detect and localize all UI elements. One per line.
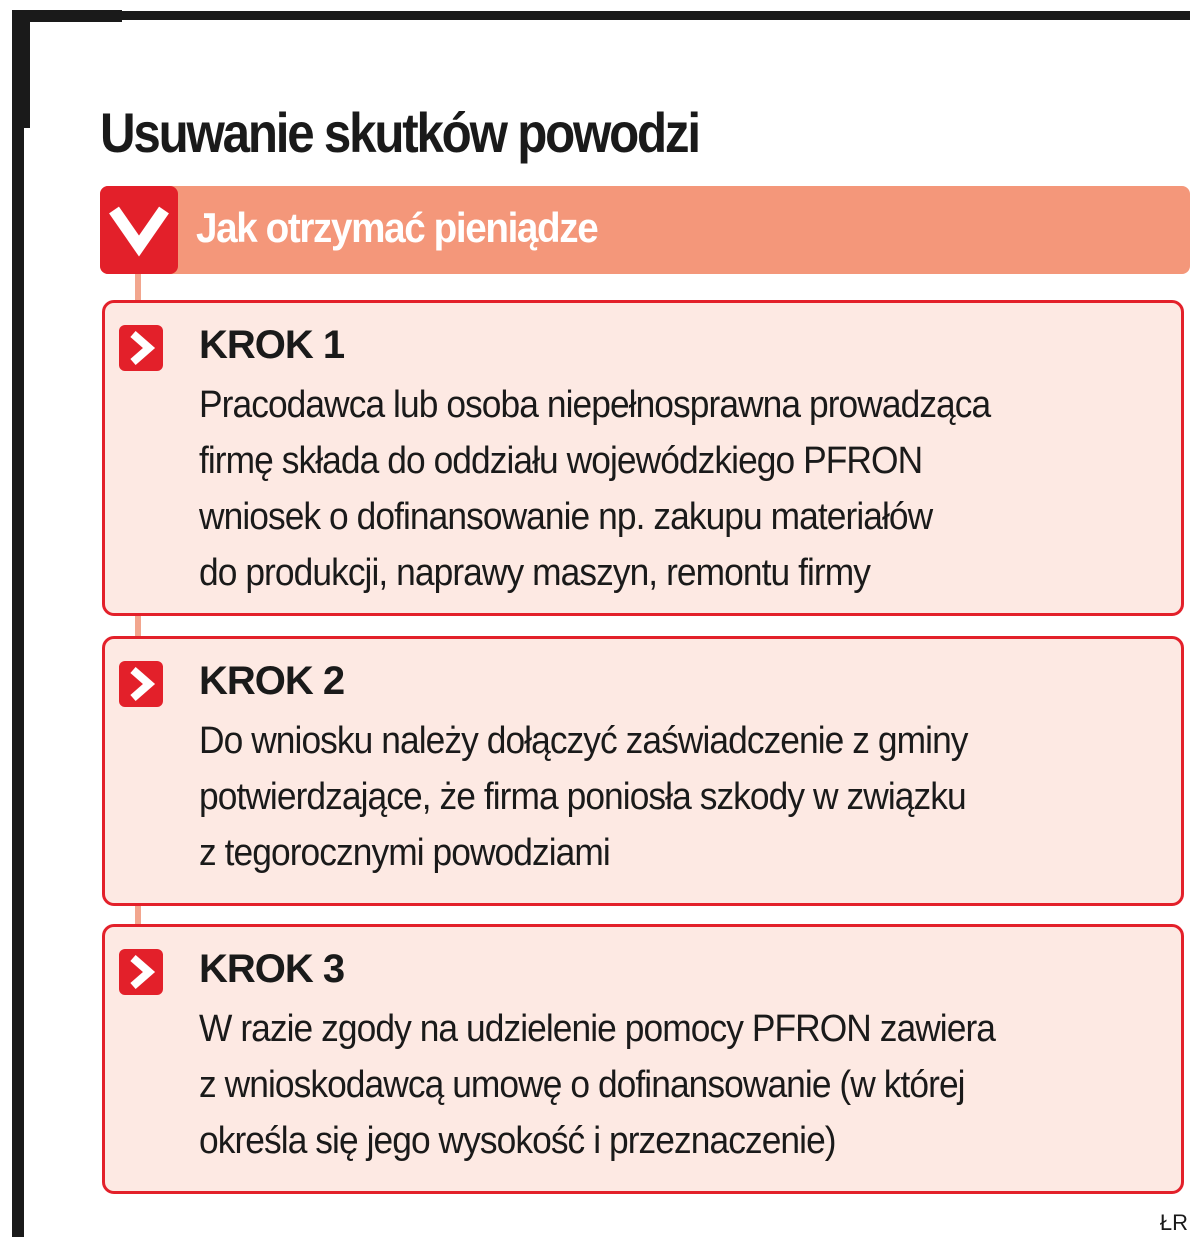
chevron-right-icon (127, 331, 157, 365)
page-title: Usuwanie skutków powodzi (100, 101, 699, 164)
chevron-right-icon (127, 955, 157, 989)
step-2-title: KROK 2 (199, 659, 345, 703)
step-card-2 (102, 636, 1184, 906)
step-3-title: KROK 3 (199, 947, 345, 991)
chevron-right-icon (127, 667, 157, 701)
step-1-icon-box (119, 325, 163, 371)
section-header-label: Jak otrzymać pieniądze (196, 204, 598, 251)
step-3-body: W razie zgody na udzielenie pomocy PFRON zawiera z wnioskodawcą umowę o dofinansowanie (w której określa się jego wysokość i przeznaczenie) (199, 1008, 996, 1162)
step-2-body: Do wniosku należy dołączyć zaświadczenie z gminy potwierdzające, że firma poniosła szkody w związku z tegorocznymi powodziami (199, 720, 968, 874)
step-2-icon-box (119, 661, 163, 707)
section-header-icon-box (100, 186, 178, 274)
step-card-3 (102, 924, 1184, 1194)
frame-left-line (12, 10, 24, 1237)
frame-top-line (12, 11, 1190, 20)
frame-left-corner (12, 10, 30, 128)
step-3-icon-box (119, 949, 163, 995)
chevron-down-icon (108, 200, 170, 260)
step-card-1 (102, 300, 1184, 616)
step-1-body: Pracodawca lub osoba niepełnosprawna prowadząca firmę składa do oddziału wojewódzkiego PFRON wniosek o dofinansowanie np. zakupu materiałów do produkcji, naprawy maszyn, remontu firmy (199, 384, 991, 594)
step-1-title: KROK 1 (199, 323, 345, 367)
author-credit: ŁR (1159, 1210, 1188, 1235)
